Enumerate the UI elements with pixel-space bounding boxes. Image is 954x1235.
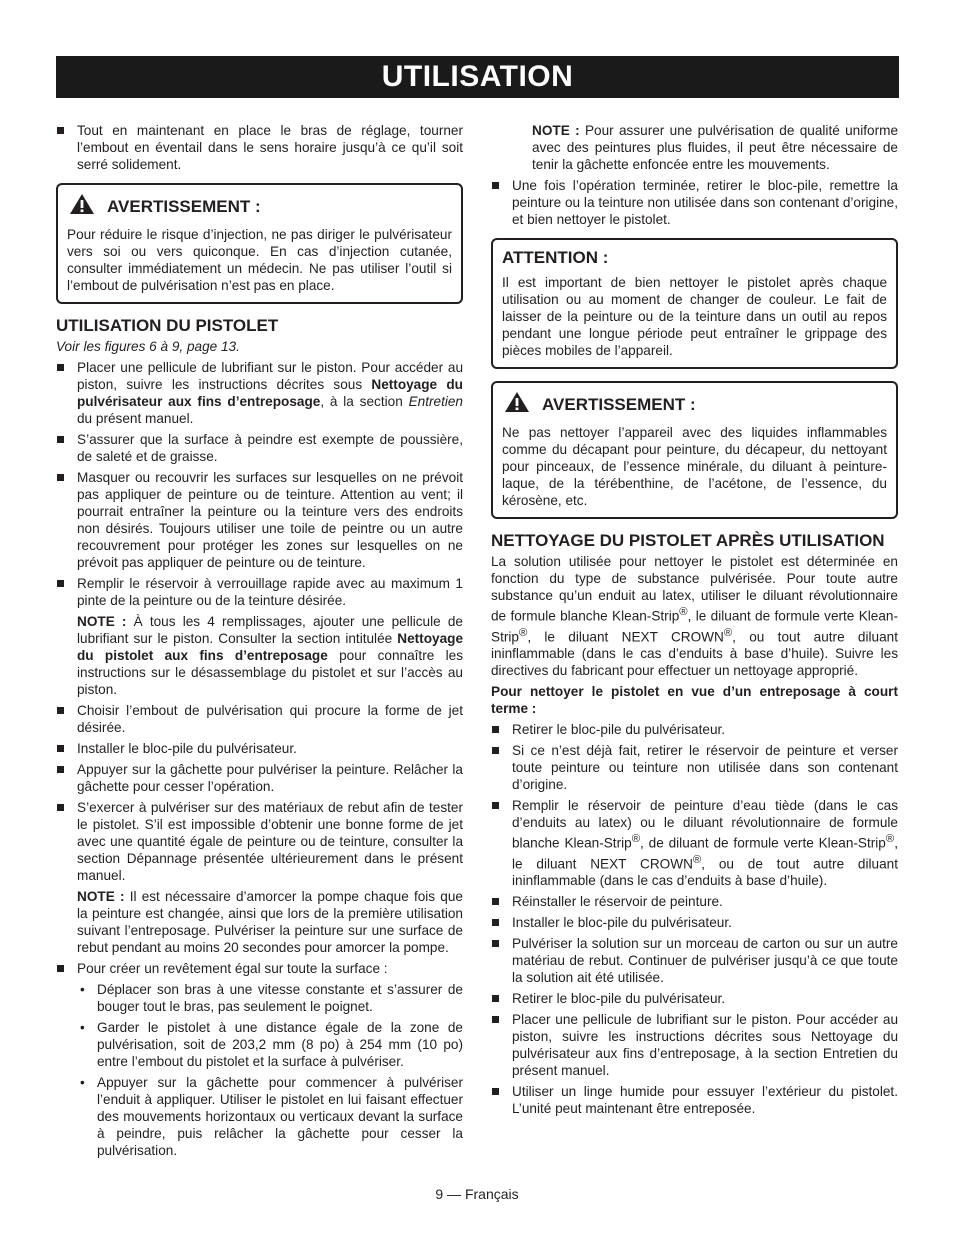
warning-triangle-icon: [69, 193, 95, 220]
paragraph: La solution utilisée pour nettoyer le pistolet est déterminée en fonction du type de substance pulvérisée. Pour toute autre substance qu’un enduit au latex, utiliser le diluant révolutionnaire de formule blanche Klean-Strip®, le diluant de formule verte Klean-Strip®, le diluant NEXT CROWN®, ou tout autre diluant ininflammable (dans le cas d’enduits à base d’huile). Suivre les directives du fabricant pour effectuer un nettoyage approprié.: [491, 554, 898, 679]
warning-triangle-icon: [504, 391, 530, 418]
warning-body: Pour réduire le risque d’injection, ne pas diriger le pulvérisateur vers soi ou vers quiconque. En cas d’injection cutanée, consulter immédiatement un médecin. Ne pas utiliser l’outil si l’embout de pulvérisation n’est pas en place.: [67, 227, 452, 293]
list-item: Placer une pellicule de lubrifiant sur le piston. Pour accéder au piston, suivre les instructions décrites sous Nettoyage du pulvérisateur aux fins d’entreposage, à la section Entretien du présent manuel.: [56, 359, 463, 427]
list-item: Remplir le réservoir de peinture d’eau tiède (dans le cas d’enduits au latex) ou le diluant révolutionnaire de formule blanche Klean-Strip®, de diluant de formule verte Klean-Strip®, le diluant NEXT CROWN®, ou de tout autre diluant ininflammable (dans le cas d’enduits à base d’huile).: [491, 797, 898, 889]
list-item: Pour créer un revêtement égal sur toute la surface :: [56, 960, 463, 977]
list-item: Utiliser un linge humide pour essuyer l’extérieur du pistolet. L’unité peut maintenant être entreposée.: [491, 1083, 898, 1117]
list-item: Tout en maintenant en place le bras de réglage, tourner l’embout en éventail dans le sens horaire jusqu’à ce qu’il soit serré solidement.: [56, 122, 463, 173]
list-item: Choisir l’embout de pulvérisation qui procure la forme de jet désirée.: [56, 702, 463, 736]
left-column: [56, 122, 463, 1163]
figure-reference: Voir les figures 6 à 9, page 13.: [56, 339, 240, 354]
warning-box: [56, 183, 463, 304]
list-item: Appuyer sur la gâchette pour pulvériser la peinture. Relâcher la gâchette pour cesser l’opération.: [56, 761, 463, 795]
warning-title-row: [67, 193, 452, 220]
list-item: Placer une pellicule de lubrifiant sur le piston. Pour accéder au piston, suivre les instructions décrites sous Nettoyage du pulvérisateur aux fins d’entreposage, à la section Entretien du présent manuel.: [491, 1011, 898, 1079]
warning-title: AVERTISSEMENT :: [107, 196, 261, 216]
warning-title: AVERTISSEMENT :: [542, 394, 696, 414]
note: NOTE : Pour assurer une pulvérisation de qualité uniforme avec des peintures plus fluides, il peut être nécessaire de tenir la gâchette enfoncée entre les mouvements.: [532, 123, 898, 172]
sub-list-item: • Appuyer sur la gâchette pour commencer à pulvériser l’enduit à appliquer. Utiliser le pistolet en lui faisant effectuer des mouvements horizontaux ou verticaux devant la surface à peindre, puis relâcher la gâchette pour cesser la pulvérisation.: [56, 1074, 463, 1159]
warning-box: [491, 381, 898, 519]
list-item: Installer le bloc-pile du pulvérisateur.: [56, 740, 463, 757]
list-item: Retirer le bloc-pile du pulvérisateur.: [491, 721, 898, 738]
list-item: Installer le bloc-pile du pulvérisateur.: [491, 914, 898, 931]
note: NOTE : Il est nécessaire d’amorcer la pompe chaque fois que la peinture est changée, ainsi que lors de la première utilisation suivant l’entreposage. Pulvériser la peinture sur une surface de rebut pendant au moins 20 secondes pour amorcer la pompe.: [77, 889, 463, 955]
list-item: S’assurer que la surface à peindre est exempte de poussière, de saleté et de graisse.: [56, 431, 463, 465]
section-heading: NETTOYAGE DU PISTOLET APRÈS UTILISATION: [491, 531, 885, 550]
note: NOTE : À tous les 4 remplissages, ajouter une pellicule de lubrifiant sur le piston. Consulter la section intitulée Nettoyage du pistolet aux fins d’entreposage pour connaître les instructions sur le désassemblage du pistolet et sur l’accès au piston.: [77, 614, 463, 697]
subheading: Pour nettoyer le pistolet en vue d’un entreposage à court terme :: [491, 684, 898, 717]
attention-title: ATTENTION :: [502, 248, 609, 267]
sub-list-item: • Déplacer son bras à une vitesse constante et s’assurer de bouger tout le bras, pas seulement le poignet.: [56, 981, 463, 1015]
list-item: Réinstaller le réservoir de peinture.: [491, 893, 898, 910]
warning-title-row: [502, 391, 887, 418]
page-title: UTILISATION: [56, 56, 899, 98]
page-footer: 9 — Français: [435, 1186, 519, 1202]
section-heading: UTILISATION DU PISTOLET: [56, 316, 279, 335]
list-item: Pulvériser la solution sur un morceau de carton ou sur un autre matériau de rebut. Continuer de pulvériser jusqu’à ce que toute la solution ait été utilisée.: [491, 935, 898, 986]
attention-box: [491, 238, 898, 369]
list-item: Si ce n’est déjà fait, retirer le réservoir de peinture et verser toute peinture ou teinture non utilisée dans son contenant d’origine.: [491, 742, 898, 793]
list-item: Une fois l’opération terminée, retirer le bloc-pile, remettre la peinture ou la teinture non utilisée dans son contenant d’origine, et bien nettoyer le pistolet.: [491, 177, 898, 228]
warning-body: Ne pas nettoyer l’appareil avec des liquides inflammables comme du décapant pour peinture, du décapeur, du nettoyant pour pinceaux, de l’essence minérale, du diluant à peinture-laque, de la térébenthine, de l’acétone, de l’essence, du kérosène, etc.: [502, 425, 887, 508]
list-item: Remplir le réservoir à verrouillage rapide avec au maximum 1 pinte de la peinture ou de la teinture désirée.: [56, 575, 463, 609]
right-column: [491, 122, 898, 1121]
sub-list-item: • Garder le pistolet à une distance égale de la zone de pulvérisation, soit de 203,2 mm (8 po) à 254 mm (10 po) entre l’embout du pistolet et la surface à pulvériser.: [56, 1019, 463, 1070]
list-item: Retirer le bloc-pile du pulvérisateur.: [491, 990, 898, 1007]
list-item: S’exercer à pulvériser sur des matériaux de rebut afin de tester le pistolet. S’il est impossible d’obtenir une bonne forme de jet avec une quantité égale de peinture ou de teinture, consulter la section Dépannage présentée ultérieurement dans le présent manuel.: [56, 799, 463, 884]
list-item: Masquer ou recouvrir les surfaces sur lesquelles on ne prévoit pas appliquer de peinture ou de teinture. Attention au vent; il pourrait entraîner la peinture ou la teinture vers des endroits non désirés. Toujours utiliser une toile de peintre ou un autre recouvrement pour protéger les zones sur lesquelles on ne prévoit pas appliquer de peinture ou de teinture.: [56, 469, 463, 571]
attention-body: Il est important de bien nettoyer le pistolet après chaque utilisation ou au moment de changer de couleur. Le fait de laisser de la peinture ou de la teinture dans un outil au repos pendant une longue période peut entraîner le grippage des pièces mobiles de l’appareil.: [502, 275, 887, 358]
